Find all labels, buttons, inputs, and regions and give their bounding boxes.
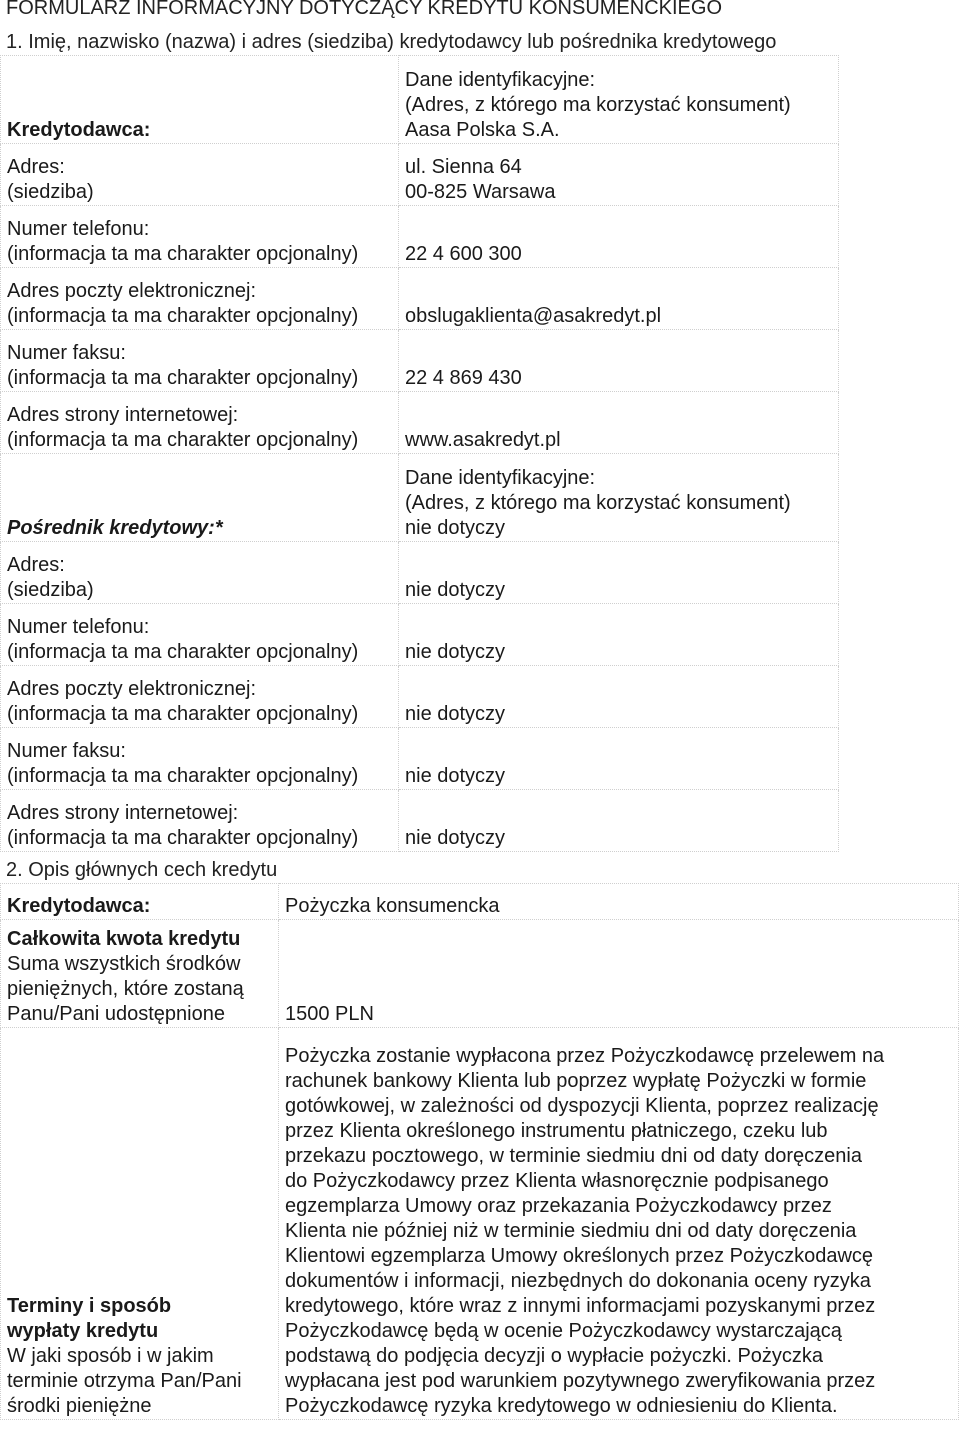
broker-website-label-2: (informacja ta ma charakter opcjonalny) xyxy=(7,827,359,849)
broker-phone-label-2: (informacja ta ma charakter opcjonalny) xyxy=(7,641,359,663)
broker-fax-value: nie dotyczy xyxy=(405,765,506,787)
broker-address-row xyxy=(1,542,839,604)
payout-terms-text-line: podstawą do podjęcia decyzji o wypłacie pożyczki. Pożyczka xyxy=(285,1345,824,1367)
total-amount-desc-2: pieniężnych, które zostaną xyxy=(7,978,244,1000)
lender-id-label-2: (Adres, z którego ma korzystać konsument) xyxy=(405,94,791,116)
section-1-heading: 1. Imię, nazwisko (nazwa) i adres (siedziba) kredytodawcy lub pośrednika kredytowego xyxy=(6,31,777,53)
credit-type-row xyxy=(1,884,959,920)
payout-terms-desc-3: środki pieniężne xyxy=(7,1395,152,1417)
payout-terms-text-line: Pożyczkodawcę będą w ocenie Pożyczkodawcy wystarczającą xyxy=(285,1320,842,1342)
payout-terms-text-line: Klienta nie później niż w terminie siedmiu dni od daty doręczenia xyxy=(285,1220,857,1242)
broker-label: Pośrednik kredytowy:* xyxy=(7,517,223,539)
broker-phone-label-1: Numer telefonu: xyxy=(7,616,150,638)
payout-terms-text-line: rachunek bankowy Klienta lub poprzez wypłatę Pożyczki w formie xyxy=(285,1070,867,1092)
lender-address-row xyxy=(1,144,839,206)
lender-label: Kredytodawca: xyxy=(7,119,151,141)
payout-terms-text-line: Pożyczka zostanie wypłacona przez Pożyczkodawcę przelewem na xyxy=(285,1045,885,1067)
total-amount-value: 1500 PLN xyxy=(285,1003,374,1025)
payout-terms-text-line: wypłacana jest pod warunkiem pozytywnego zweryfikowania przez xyxy=(285,1370,876,1392)
payout-terms-text-line: przez Klienta określonego instrumentu płatniczego, czeku lub xyxy=(285,1120,828,1142)
total-amount-desc-1: Suma wszystkich środków xyxy=(7,953,241,975)
payout-terms-text-line: Pożyczkodawcę ryzyka kredytowego w odniesieniu do Klienta. xyxy=(285,1395,838,1417)
credit-type-label: Kredytodawca: xyxy=(7,895,151,917)
lender-id-cell xyxy=(399,56,839,144)
payout-terms-text-line: do Pożyczkodawcy przez Klienta własnoręcznie podpisanego xyxy=(285,1170,829,1192)
lender-address-label-2: (siedziba) xyxy=(7,181,94,203)
lender-fax-row xyxy=(1,330,839,392)
section-2-heading: 2. Opis głównych cech kredytu xyxy=(6,859,278,881)
lender-fax-label-2: (informacja ta ma charakter opcjonalny) xyxy=(7,367,359,389)
lender-broker-table xyxy=(0,55,839,852)
broker-email-label-2: (informacja ta ma charakter opcjonalny) xyxy=(7,703,359,725)
lender-address-label-1: Adres: xyxy=(7,156,65,178)
total-amount-desc-3: Panu/Pani udostępnione xyxy=(7,1003,225,1025)
lender-email-label-1: Adres poczty elektronicznej: xyxy=(7,280,257,302)
total-amount-label: Całkowita kwota kredytu xyxy=(7,928,241,950)
broker-website-value: nie dotyczy xyxy=(405,827,506,849)
broker-id-label-2: (Adres, z którego ma korzystać konsument) xyxy=(405,492,791,514)
payout-terms-row xyxy=(1,1028,959,1420)
credit-features-table xyxy=(0,883,959,1420)
payout-terms-label-2: wypłaty kredytu xyxy=(7,1320,159,1342)
broker-email-label-1: Adres poczty elektronicznej: xyxy=(7,678,257,700)
lender-phone-row xyxy=(1,206,839,268)
broker-id-label-1: Dane identyfikacyjne: xyxy=(405,467,596,489)
lender-website-label-1: Adres strony internetowej: xyxy=(7,404,239,426)
lender-label-cell xyxy=(1,56,399,144)
broker-phone-value: nie dotyczy xyxy=(405,641,506,663)
lender-name: Aasa Polska S.A. xyxy=(405,119,560,141)
lender-address-street: ul. Sienna 64 xyxy=(405,156,522,178)
page-title: FORMULARZ INFORMACYJNY DOTYCZĄCY KREDYTU KONSUMENCKIEGO xyxy=(6,0,722,19)
broker-website-row xyxy=(1,790,839,852)
broker-email-row xyxy=(1,666,839,728)
lender-website-label-2: (informacja ta ma charakter opcjonalny) xyxy=(7,429,359,451)
payout-terms-desc-1: W jaki sposób i w jakim xyxy=(7,1345,214,1367)
lender-website-row xyxy=(1,392,839,454)
broker-fax-label-1: Numer faksu: xyxy=(7,740,126,762)
lender-website-value: www.asakredyt.pl xyxy=(405,429,561,451)
lender-id-label-1: Dane identyfikacyjne: xyxy=(405,69,596,91)
payout-terms-text-line: przekazu pocztowego, w terminie siedmiu dni od daty doręczenia xyxy=(285,1145,862,1167)
payout-terms-label-1: Terminy i sposób xyxy=(7,1295,172,1317)
lender-phone-label-1: Numer telefonu: xyxy=(7,218,150,240)
payout-terms-text-line: gotówkowej, w zależności od dyspozycji Klienta, poprzez realizację xyxy=(285,1095,879,1117)
lender-email-row xyxy=(1,268,839,330)
lender-fax-label-1: Numer faksu: xyxy=(7,342,126,364)
broker-fax-row xyxy=(1,728,839,790)
payout-terms-text-line: Klientowi egzemplarza Umowy określonych przez Pożyczkodawcę xyxy=(285,1245,874,1267)
payout-terms-text-line: egzemplarza Umowy oraz przekazania Pożyczkodawcy przez xyxy=(285,1195,832,1217)
broker-address-value: nie dotyczy xyxy=(405,579,506,601)
payout-terms-value-cell xyxy=(279,1028,959,1420)
broker-address-label-2: (siedziba) xyxy=(7,579,94,601)
lender-fax-value: 22 4 869 430 xyxy=(405,367,522,389)
payout-terms-desc-2: terminie otrzyma Pan/Pani xyxy=(7,1370,242,1392)
broker-email-value: nie dotyczy xyxy=(405,703,506,725)
lender-address-city: 00-825 Warsawa xyxy=(405,181,556,203)
payout-terms-text-line: dokumentów i informacji, niezbędnych do dokonania oceny ryzyka xyxy=(285,1270,871,1292)
lender-email-label-2: (informacja ta ma charakter opcjonalny) xyxy=(7,305,359,327)
total-amount-row xyxy=(1,920,959,1028)
lender-phone-label-2: (informacja ta ma charakter opcjonalny) xyxy=(7,243,359,265)
broker-address-label-1: Adres: xyxy=(7,554,65,576)
lender-identity-row xyxy=(1,56,839,144)
lender-phone-value: 22 4 600 300 xyxy=(405,243,522,265)
broker-name: nie dotyczy xyxy=(405,517,506,539)
payout-terms-text-line: kredytowego, które wraz z innymi informacjami pozyskanymi przez xyxy=(285,1295,876,1317)
lender-email-value: obslugaklienta@asakredyt.pl xyxy=(405,305,662,327)
broker-fax-label-2: (informacja ta ma charakter opcjonalny) xyxy=(7,765,359,787)
credit-type-value: Pożyczka konsumencka xyxy=(285,895,500,917)
broker-identity-row xyxy=(1,454,839,542)
broker-website-label-1: Adres strony internetowej: xyxy=(7,802,239,824)
broker-phone-row xyxy=(1,604,839,666)
